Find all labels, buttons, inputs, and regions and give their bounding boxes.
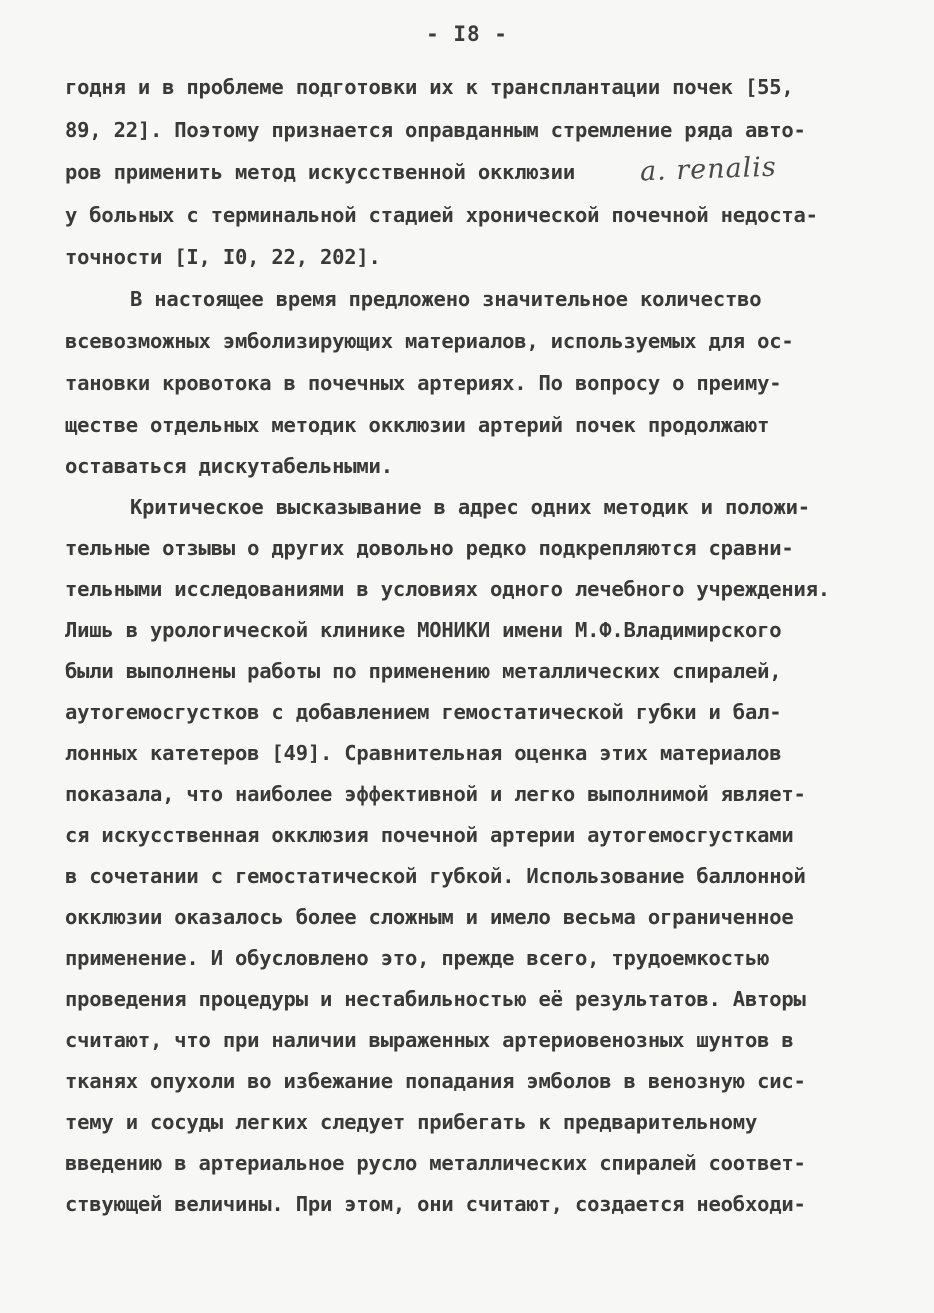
text-line-22: применение. И обусловлено это, прежде всего, трудоемкостью — [65, 946, 770, 970]
handwritten-note: a. renalis — [639, 151, 778, 188]
text-line-7: всевозможных эмболизирующих материалов, используемых для ос- — [65, 329, 794, 353]
text-line-17: лонных катетеров [49]. Сравнительная оценка этих материалов — [65, 741, 782, 765]
page-number: - I8 - — [426, 22, 508, 46]
text-line-8: тановки кровотока в почечных артериях. По вопросу о преиму- — [65, 371, 782, 395]
text-line-27: введению в артериальное русло металлических спиралей соответ- — [65, 1151, 806, 1175]
text-line-19: ся искусственная окклюзия почечной артерии аутогемосгустками — [65, 823, 794, 847]
text-line-21: окклюзии оказалось более сложным и имело весьма ограниченное — [65, 905, 794, 929]
text-line-26: тему и сосуды легких следует прибегать к предварительному — [65, 1110, 758, 1134]
text-line-5: точности [I, I0, 22, 202]. — [65, 245, 381, 269]
text-line-18: показала, что наиболее эффективной и легко выполнимой являет- — [65, 782, 806, 806]
text-line-24: считают, что при наличии выраженных артериовенозных шунтов в — [65, 1028, 794, 1052]
text-line-3: ров применить метод искусственной окклюзии — [65, 160, 575, 184]
text-line-15: были выполнены работы по применению металлических спиралей, — [65, 659, 782, 683]
text-line-4: у больных с терминальной стадией хронической почечной недоста- — [65, 203, 818, 227]
text-line-12: тельные отзывы о других довольно редко подкрепляются сравни- — [65, 536, 794, 560]
text-line-23: проведения процедуры и нестабильностью её результатов. Авторы — [65, 987, 806, 1011]
text-line-2: 89, 22]. Поэтому признается оправданным стремление ряда авто- — [65, 118, 806, 142]
text-line-9: ществе отдельных методик окклюзии артерий почек продолжают — [65, 413, 770, 437]
text-line-13: тельными исследованиями в условиях одного лечебного учреждения. — [65, 577, 830, 601]
text-line-14: Лишь в урологической клинике МОНИКИ имени М.Ф.Владимирского — [65, 618, 782, 642]
text-line-10: оставаться дискутабельными. — [65, 454, 393, 478]
text-line-28: ствующей величины. При этом, они считают, создается необходи- — [65, 1192, 806, 1216]
text-line-1: годня и в проблеме подготовки их к трансплантации почек [55, — [65, 75, 794, 99]
text-line-25: тканях опухоли во избежание попадания эмболов в венозную сис- — [65, 1069, 806, 1093]
text-line-20: в сочетании с гемостатической губкой. Использование баллонной — [65, 864, 806, 888]
text-line-11: Критическое высказывание в адрес одних методик и положи- — [130, 495, 810, 519]
text-line-16: аутогемосгустков с добавлением гемостатической губки и бал- — [65, 700, 782, 724]
text-line-6: В настоящее время предложено значительное количество — [130, 287, 762, 311]
